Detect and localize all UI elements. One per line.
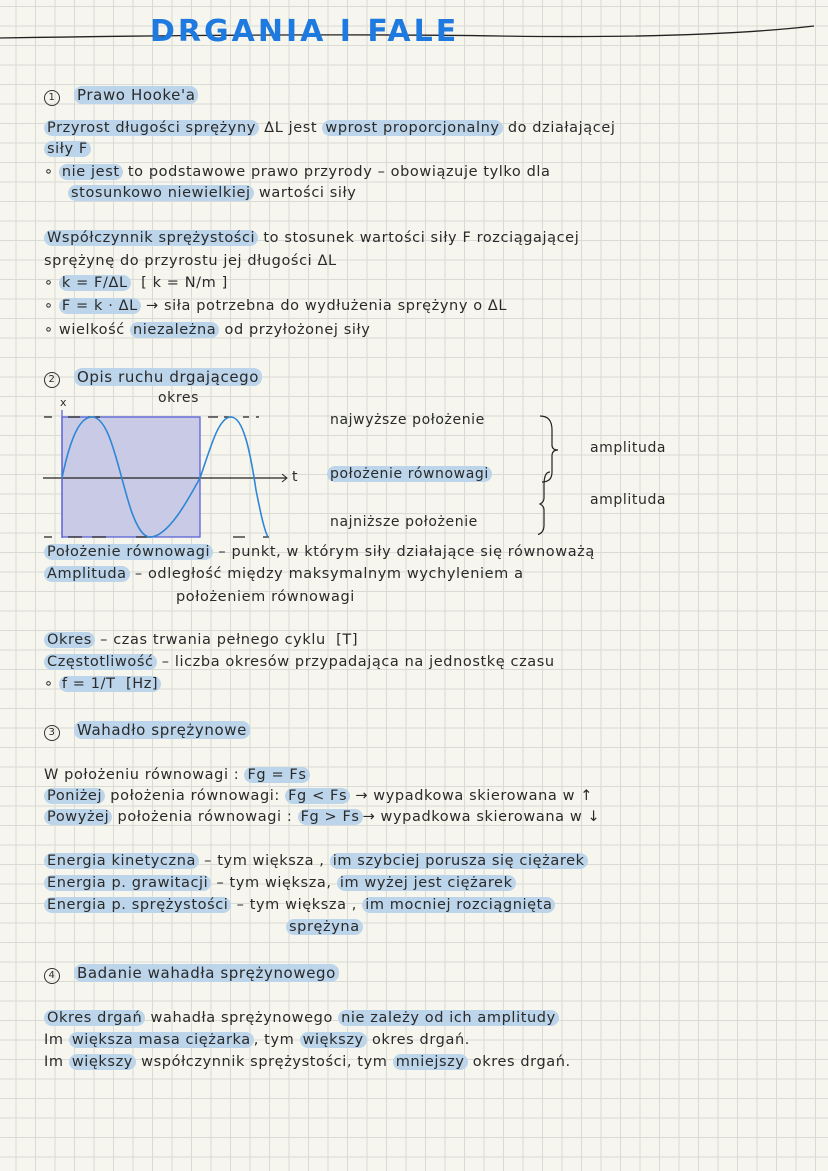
text: to podstawowe prawo przyrody – obowiązuje tylko dla <box>122 164 551 180</box>
note-line <box>44 298 507 314</box>
highlighted-text: Okres drgań <box>44 1010 145 1026</box>
note-line <box>44 1054 571 1070</box>
amplitude-braces <box>538 410 568 540</box>
highlighted-text: Fg < Fs <box>285 788 350 804</box>
t-axis-label: t <box>292 469 299 485</box>
highlighted-text: siły F <box>44 141 91 157</box>
note-line <box>44 676 161 692</box>
text: – czas trwania pełnego cyklu [T] <box>94 632 359 648</box>
highlighted-text: większy <box>300 1032 367 1048</box>
oscillation-diagram <box>38 390 667 544</box>
text: wartości siły <box>253 185 357 201</box>
text: ΔL jest <box>258 120 323 136</box>
note-line <box>44 141 91 157</box>
note-line <box>286 919 363 935</box>
note-line <box>176 589 355 605</box>
highlighted-text: im mocniej rozciągnięta <box>362 897 555 913</box>
highlighted-text: Fg = Fs <box>244 767 309 783</box>
text: do działającej <box>502 120 616 136</box>
note-line <box>44 544 595 560</box>
amplitude-bottom-label: amplituda <box>590 492 667 508</box>
text: to stosunek wartości siły F rozciągającej <box>258 230 580 246</box>
highlighted-text: Współczynnik sprężystości <box>44 230 258 246</box>
text: – tym większa, <box>211 875 337 891</box>
highlighted-text: Powyżej <box>44 809 112 825</box>
text: – punkt, w którym siły działające się równoważą <box>213 544 595 560</box>
text: wahadła sprężynowego <box>145 1010 339 1026</box>
sine-graph <box>38 410 298 540</box>
text: okres drgań. <box>467 1054 571 1070</box>
highlighted-text: F = k · ΔL <box>59 298 141 314</box>
highlighted-text: Energia p. grawitacji <box>44 875 211 891</box>
highlighted-text: im szybciej porusza się ciężarek <box>330 853 588 869</box>
note-line <box>44 767 310 783</box>
text: Im <box>44 1032 69 1048</box>
highest-position-label: najwyższe położenie <box>330 412 485 428</box>
bullet-icon: ∘ <box>44 676 59 692</box>
note-line <box>44 275 228 291</box>
highlighted-text: Częstotliwość <box>44 654 157 670</box>
note-line <box>44 1032 470 1048</box>
note-line <box>44 853 588 869</box>
text: wielkość <box>58 322 131 338</box>
highlighted-text: Energia kinetyczna <box>44 853 199 869</box>
amplitude-top-label: amplituda <box>590 440 667 456</box>
text: współczynnik sprężystości, tym <box>135 1054 393 1070</box>
highlighted-text: Przyrost długości sprężyny <box>44 120 259 136</box>
bullet-icon: ∘ <box>44 275 59 291</box>
text: okres drgań. <box>366 1032 470 1048</box>
text: położenia równowagi: <box>105 788 286 804</box>
highlighted-text: Opis ruchu drgającego <box>74 368 262 386</box>
highlighted-text: Prawo Hooke'a <box>74 86 198 104</box>
note-line <box>44 632 358 648</box>
text: położeniem równowagi <box>176 589 355 605</box>
note-line <box>44 897 555 913</box>
lowest-position-label: najniższe położenie <box>330 514 478 530</box>
text: sprężynę do przyrostu jej długości ΔL <box>44 253 337 269</box>
note-line <box>44 322 370 338</box>
note-line <box>44 875 516 891</box>
highlighted-text: im wyżej jest ciężarek <box>337 875 516 891</box>
bullet-icon: ∘ <box>44 322 59 338</box>
text: położenia równowagi : <box>112 809 298 825</box>
text: – tym większa , <box>231 897 363 913</box>
note-line <box>44 809 600 825</box>
period-label: okres <box>158 390 200 406</box>
section-heading <box>44 368 262 388</box>
highlighted-text: Okres <box>44 632 95 648</box>
text: → wypadkowa skierowana w ↓ <box>362 809 601 825</box>
highlighted-text: niezależna <box>130 322 219 338</box>
note-line <box>44 230 579 246</box>
highlighted-text: f = 1/T [Hz] <box>59 676 161 692</box>
highlighted-text: sprężyna <box>286 919 363 935</box>
highlighted-text: Fg > Fs <box>298 809 363 825</box>
bullet-icon: ∘ <box>44 298 59 314</box>
text: W położeniu równowagi : <box>44 767 245 783</box>
section-number: 4 <box>44 968 60 984</box>
note-line <box>44 654 555 670</box>
text: , tym <box>253 1032 300 1048</box>
note-line <box>44 164 551 180</box>
section-heading <box>44 86 198 106</box>
highlighted-text: Położenie równowagi <box>44 544 213 560</box>
text: → wypadkowa skierowana w ↑ <box>350 788 593 804</box>
equilibrium-label: położenie równowagi <box>327 466 492 482</box>
highlighted-text: większy <box>69 1054 136 1070</box>
highlighted-text: stosunkowo niewielkiej <box>68 185 254 201</box>
note-line <box>44 253 337 269</box>
highlighted-text: Amplituda <box>44 566 130 582</box>
text: Im <box>44 1054 69 1070</box>
text: od przyłożonej siły <box>219 322 371 338</box>
period-box <box>62 417 200 537</box>
text: – tym większa , <box>198 853 330 869</box>
note-line <box>44 788 593 804</box>
page-title: DRGANIA I FALE <box>150 14 460 49</box>
section-number: 2 <box>44 372 60 388</box>
highlighted-text: większa masa ciężarka <box>69 1032 254 1048</box>
highlighted-text: nie jest <box>59 164 123 180</box>
highlighted-text: Wahadło sprężynowe <box>74 721 250 739</box>
section-heading <box>44 964 339 984</box>
text: – liczba okresów przypadająca na jednostkę czasu <box>156 654 555 670</box>
highlighted-text: nie zależy od ich amplitudy <box>338 1010 559 1026</box>
highlighted-text: Poniżej <box>44 788 105 804</box>
note-line <box>44 120 615 136</box>
highlighted-text: k = F/ΔL <box>59 275 131 291</box>
highlighted-text: mniejszy <box>393 1054 468 1070</box>
section-number: 3 <box>44 725 60 741</box>
highlighted-text: Badanie wahadła sprężynowego <box>74 964 339 982</box>
x-axis-label: x <box>60 396 68 409</box>
text: – odległość między maksymalnym wychyleniem a <box>129 566 524 582</box>
highlighted-text: wprost proporcjonalny <box>322 120 502 136</box>
highlighted-text: Energia p. sprężystości <box>44 897 231 913</box>
note-line <box>44 1010 559 1026</box>
section-number: 1 <box>44 90 60 106</box>
note-line <box>68 185 356 201</box>
text: → siła potrzebna do wydłużenia sprężyny o ΔL <box>140 298 508 314</box>
text: [ k = N/m ] <box>130 275 228 291</box>
section-heading <box>44 721 250 741</box>
note-line <box>44 566 524 582</box>
bullet-icon: ∘ <box>44 164 59 180</box>
